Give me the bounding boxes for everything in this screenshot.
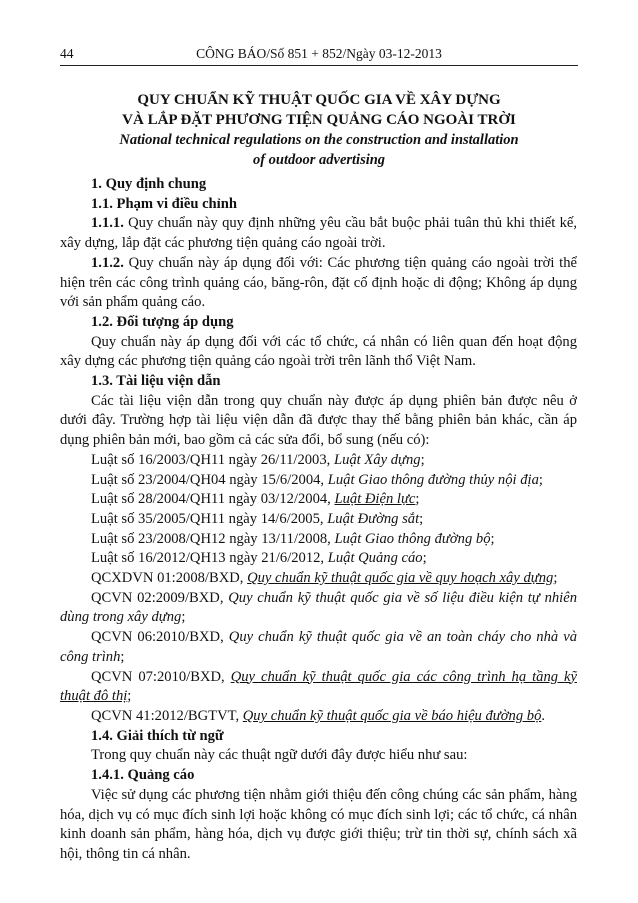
reference-code: Luật số 35/2005/QH11 ngày 14/6/2005, bbox=[91, 510, 328, 527]
section-heading: 1.1. Phạm vi điều chỉnh bbox=[91, 195, 237, 212]
section-heading: 1.2. Đối tượng áp dụng bbox=[91, 313, 234, 330]
reference-end: ; bbox=[127, 688, 132, 705]
page-header bbox=[60, 46, 578, 66]
clause-number: 1.1.1. bbox=[91, 215, 124, 232]
reference-end: ; bbox=[181, 609, 186, 626]
reference-end: . bbox=[541, 707, 546, 724]
title-en-line-1: National technical regulations on the construction and installation bbox=[119, 132, 519, 148]
reference-end: ; bbox=[538, 471, 543, 488]
section-heading: 1.4. Giải thích từ ngữ bbox=[91, 727, 224, 744]
title-en-line-2: of outdoor advertising bbox=[252, 152, 386, 168]
reference-name: Quy chuẩn kỹ thuật quốc gia về quy hoạch xây dựng bbox=[247, 570, 554, 587]
paragraph: Trong quy chuẩn này các thuật ngữ dưới đây được hiểu như sau: bbox=[91, 747, 468, 764]
reference-item bbox=[60, 589, 577, 628]
reference-end: ; bbox=[419, 510, 424, 527]
reference-item bbox=[60, 451, 577, 471]
reference-end: ; bbox=[415, 491, 420, 508]
reference-end: ; bbox=[420, 451, 425, 468]
reference-name: Quy chuẩn kỹ thuật quốc gia về báo hiệu đường bộ bbox=[242, 707, 542, 724]
reference-code: QCVN 41:2012/BGTVT, bbox=[91, 707, 243, 724]
page-number: 44 bbox=[60, 46, 74, 61]
paragraph bbox=[60, 254, 577, 313]
reference-code: Luật số 16/2003/QH11 ngày 26/11/2003, bbox=[91, 451, 334, 468]
reference-item bbox=[60, 668, 577, 707]
reference-name: Luật Giao thông đường bộ bbox=[334, 530, 491, 547]
reference-code: Luật số 16/2012/QH13 ngày 21/6/2012, bbox=[91, 550, 328, 567]
paragraph: Quy chuẩn này áp dụng đối với các tổ chức, cá nhân có liên quan đến hoạt động xây dựng các phương tiện quảng cáo ngoài trời trên lãnh thổ Việt Nam. bbox=[60, 333, 577, 370]
reference-name: Quy chuẩn kỹ thuật quốc gia về số liệu điều kiện tự nhiên dùng trong xây dựng bbox=[60, 589, 578, 626]
reference-item bbox=[60, 471, 577, 491]
paragraph: Các tài liệu viện dẫn trong quy chuẩn này được áp dụng phiên bản được nêu ở dưới đây. Trường hợp tài liệu viện dẫn đã được thay thế bằng phiên bản khác, cần áp dụng phiên bản mới, bao gồm cả các sửa đổi, bổ sung (nếu có): bbox=[60, 392, 577, 449]
reference-code: QCVN 02:2009/BXD, bbox=[91, 589, 229, 606]
clause-text: Quy chuẩn này áp dụng đối với: Các phương tiện quảng cáo ngoài trời thể hiện trên các công trình quảng cáo, băng-rôn, đặt cố định hoặc di động; Không áp dụng với sản phẩm quảng cáo. bbox=[60, 254, 577, 311]
document-title-block bbox=[60, 90, 578, 170]
paragraph: Việc sử dụng các phương tiện nhằm giới thiệu đến công chúng các sản phẩm, hàng hóa, dịch vụ có mục đích sinh lợi hoặc không có mục đích sinh lợi; các tổ chức, cá nhân kinh doanh sản phẩm, hàng hóa, dịch vụ được giới thiệu; trừ tin thời sự, chính sách xã hội, thông tin cá nhân. bbox=[60, 786, 577, 862]
reference-item bbox=[60, 530, 577, 550]
reference-item bbox=[60, 549, 577, 569]
reference-name: Quy chuẩn kỹ thuật quốc gia về an toàn cháy cho nhà và công trình bbox=[60, 629, 578, 665]
gazette-header: CÔNG BÁO/Số 851 + 852/Ngày 03-12-2013 bbox=[196, 46, 442, 61]
reference-code: Luật số 23/2004/QH04 ngày 15/6/2004, bbox=[91, 471, 328, 488]
title-vi-line-2: VÀ LẮP ĐẶT PHƯƠNG TIỆN QUẢNG CÁO NGOÀI TRỜI bbox=[122, 112, 516, 128]
section-heading: 1. Quy định chung bbox=[91, 176, 207, 192]
reference-item bbox=[60, 510, 577, 530]
reference-name: Luật Điện lực bbox=[334, 491, 416, 508]
reference-item bbox=[60, 490, 577, 510]
clause-number: 1.1.2. bbox=[91, 254, 124, 271]
reference-name: Luật Giao thông đường thủy nội địa bbox=[327, 471, 539, 488]
reference-end: ; bbox=[120, 648, 125, 665]
document-body bbox=[60, 175, 577, 865]
reference-name: Quy chuẩn kỹ thuật quốc gia các công trình hạ tầng kỹ thuật đô thị bbox=[60, 668, 578, 705]
reference-code: Luật số 28/2004/QH11 ngày 03/12/2004, bbox=[91, 491, 335, 508]
paragraph bbox=[60, 214, 577, 253]
reference-name: Luật Quảng cáo bbox=[327, 550, 423, 567]
reference-code: QCVN 07:2010/BXD, bbox=[91, 668, 231, 685]
subsection-heading: 1.4.1. Quảng cáo bbox=[91, 767, 195, 784]
reference-item bbox=[60, 569, 577, 589]
reference-end: ; bbox=[553, 570, 558, 587]
reference-item bbox=[60, 707, 577, 727]
section-heading: 1.3. Tài liệu viện dẫn bbox=[91, 373, 221, 390]
reference-end: ; bbox=[490, 530, 495, 547]
reference-name: Luật Xây dựng bbox=[333, 451, 421, 468]
reference-code: QCVN 06:2010/BXD, bbox=[91, 629, 229, 646]
reference-end: ; bbox=[422, 550, 427, 567]
reference-item bbox=[60, 628, 577, 667]
reference-code: Luật số 23/2008/QH12 ngày 13/11/2008, bbox=[91, 530, 335, 547]
reference-name: Luật Đường sắt bbox=[327, 510, 420, 527]
clause-text: Quy chuẩn này quy định những yêu cầu bắt buộc phải tuân thủ khi thiết kế, xây dựng, lắp đặt các phương tiện quảng cáo ngoài trời. bbox=[60, 215, 577, 252]
title-vi-line-1: QUY CHUẨN KỸ THUẬT QUỐC GIA VỀ XÂY DỰNG bbox=[137, 92, 501, 108]
reference-code: QCXDVN 01:2008/BXD, bbox=[91, 570, 248, 587]
